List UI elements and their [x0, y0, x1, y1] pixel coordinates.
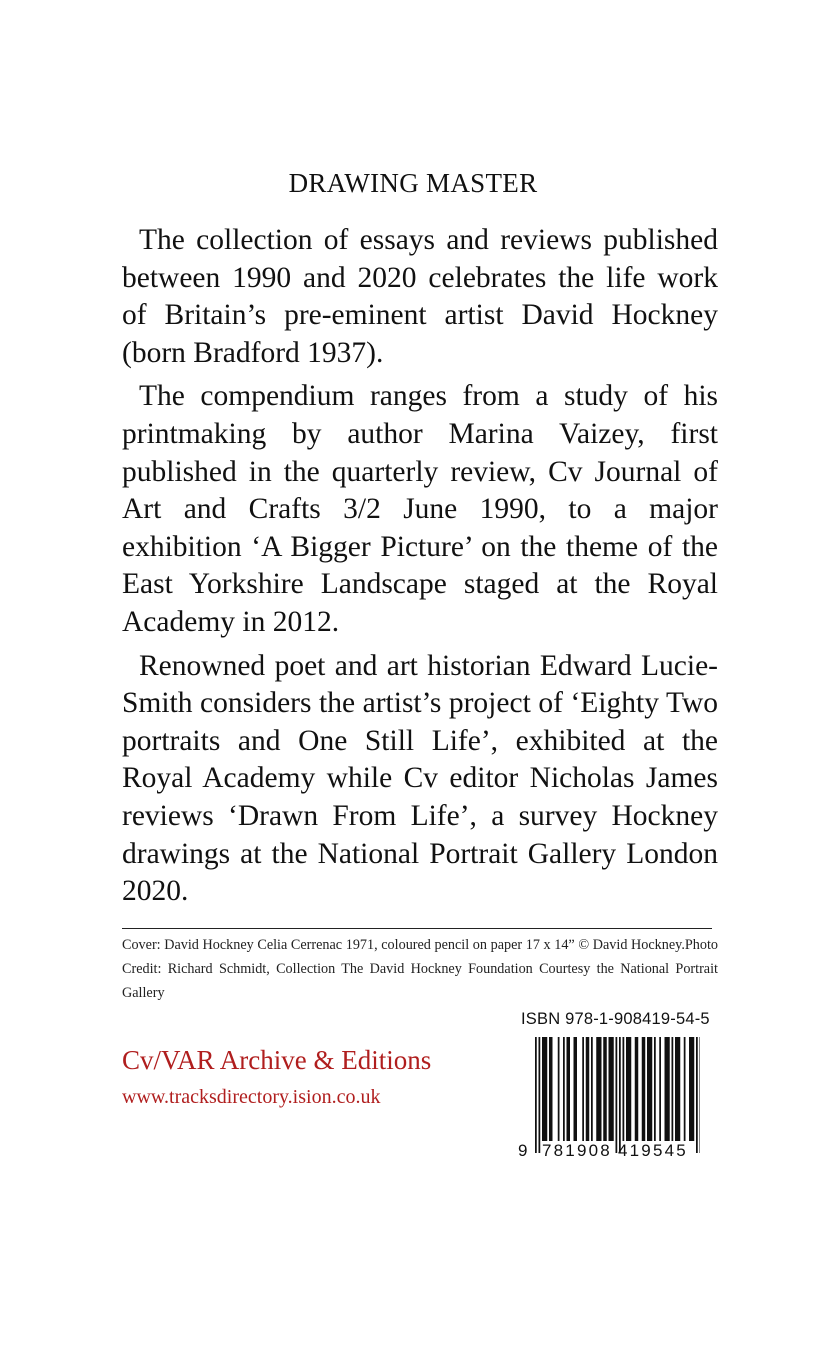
barcode-guard-bar: [619, 1037, 621, 1153]
barcode-digit-first: 9: [518, 1141, 528, 1160]
barcode-bar: [591, 1037, 593, 1141]
barcode-bar: [574, 1037, 578, 1141]
barcode-digits-right: 419545: [618, 1141, 688, 1160]
barcode-bar: [659, 1037, 661, 1141]
barcode-guard-bar: [696, 1037, 698, 1153]
barcode-guard-bar: [539, 1037, 541, 1153]
blurb-paragraph-3: Renowned poet and art historian Edward Lucie-Smith considers the artist’s project of ‘Eighty Two portraits and One Still Life’, exhibited at the Royal Academy while Cv editor Nicholas James reviews ‘Drawn From Life’, a survey Hockney drawings at the National Portrait Gallery London 2020.: [122, 649, 718, 908]
barcode-bar: [603, 1037, 607, 1141]
blurb-paragraph-2: The compendium ranges from a study of his printmaking by author Marina Vaizey, first published in the quarterly review, Cv Journal of Art and Crafts 3/2 June 1990, to a major exhibition ‘A Bigger Picture’ on the theme of the East Yorkshire Landscape staged at the Royal Academy in 2012.: [122, 380, 718, 638]
barcode-bar: [586, 1037, 590, 1141]
barcode-bar: [567, 1037, 571, 1141]
barcode-guard-bar: [616, 1037, 618, 1153]
barcode-bar: [654, 1037, 656, 1141]
barcode-bar: [647, 1037, 652, 1141]
barcode-bar: [609, 1037, 614, 1141]
barcode-bar: [675, 1037, 680, 1141]
barcode-bar: [563, 1037, 565, 1141]
barcode: [510, 1029, 700, 1163]
barcode-bar: [689, 1037, 694, 1141]
cover-credit: Cover: David Hockney Celia Cerrenac 1971, coloured pencil on paper 17 x 14” © David Hockney.Photo Credit: Richard Schmidt, Collection The David Hockney Foundation Courtesy the National Portrait Gallery: [122, 937, 718, 1001]
publisher-website: www.tracksdirectory.ision.co.uk: [122, 1086, 381, 1108]
divider-line: [122, 928, 712, 929]
barcode-bar: [684, 1037, 686, 1141]
blurb-text: [122, 222, 718, 917]
barcode-guard-bar: [700, 1037, 701, 1153]
book-title: DRAWING MASTER: [288, 168, 538, 198]
barcode-bar: [549, 1037, 553, 1141]
barcode-bar: [582, 1037, 584, 1141]
barcode-bar: [635, 1037, 639, 1141]
barcode-bar: [665, 1037, 670, 1141]
blurb-paragraph-1: The collection of essays and reviews published between 1990 and 2020 celebrates the life work of Britain’s pre-eminent artist David Hockney (born Bradford 1937).: [122, 224, 718, 369]
barcode-bar: [558, 1037, 560, 1141]
barcode-bar: [642, 1037, 646, 1141]
barcode-digits-left: 781908: [542, 1141, 612, 1160]
barcode-bar: [672, 1037, 674, 1141]
isbn-label: ISBN 978-1-908419-54-5: [521, 1010, 710, 1028]
barcode-bar: [596, 1037, 601, 1141]
barcode-guard-bar: [535, 1037, 537, 1153]
barcode-bar: [623, 1037, 625, 1141]
publisher-name: Cv/VAR Archive & Editions: [122, 1045, 432, 1075]
barcode-bar: [542, 1037, 547, 1141]
barcode-bar: [626, 1037, 631, 1141]
